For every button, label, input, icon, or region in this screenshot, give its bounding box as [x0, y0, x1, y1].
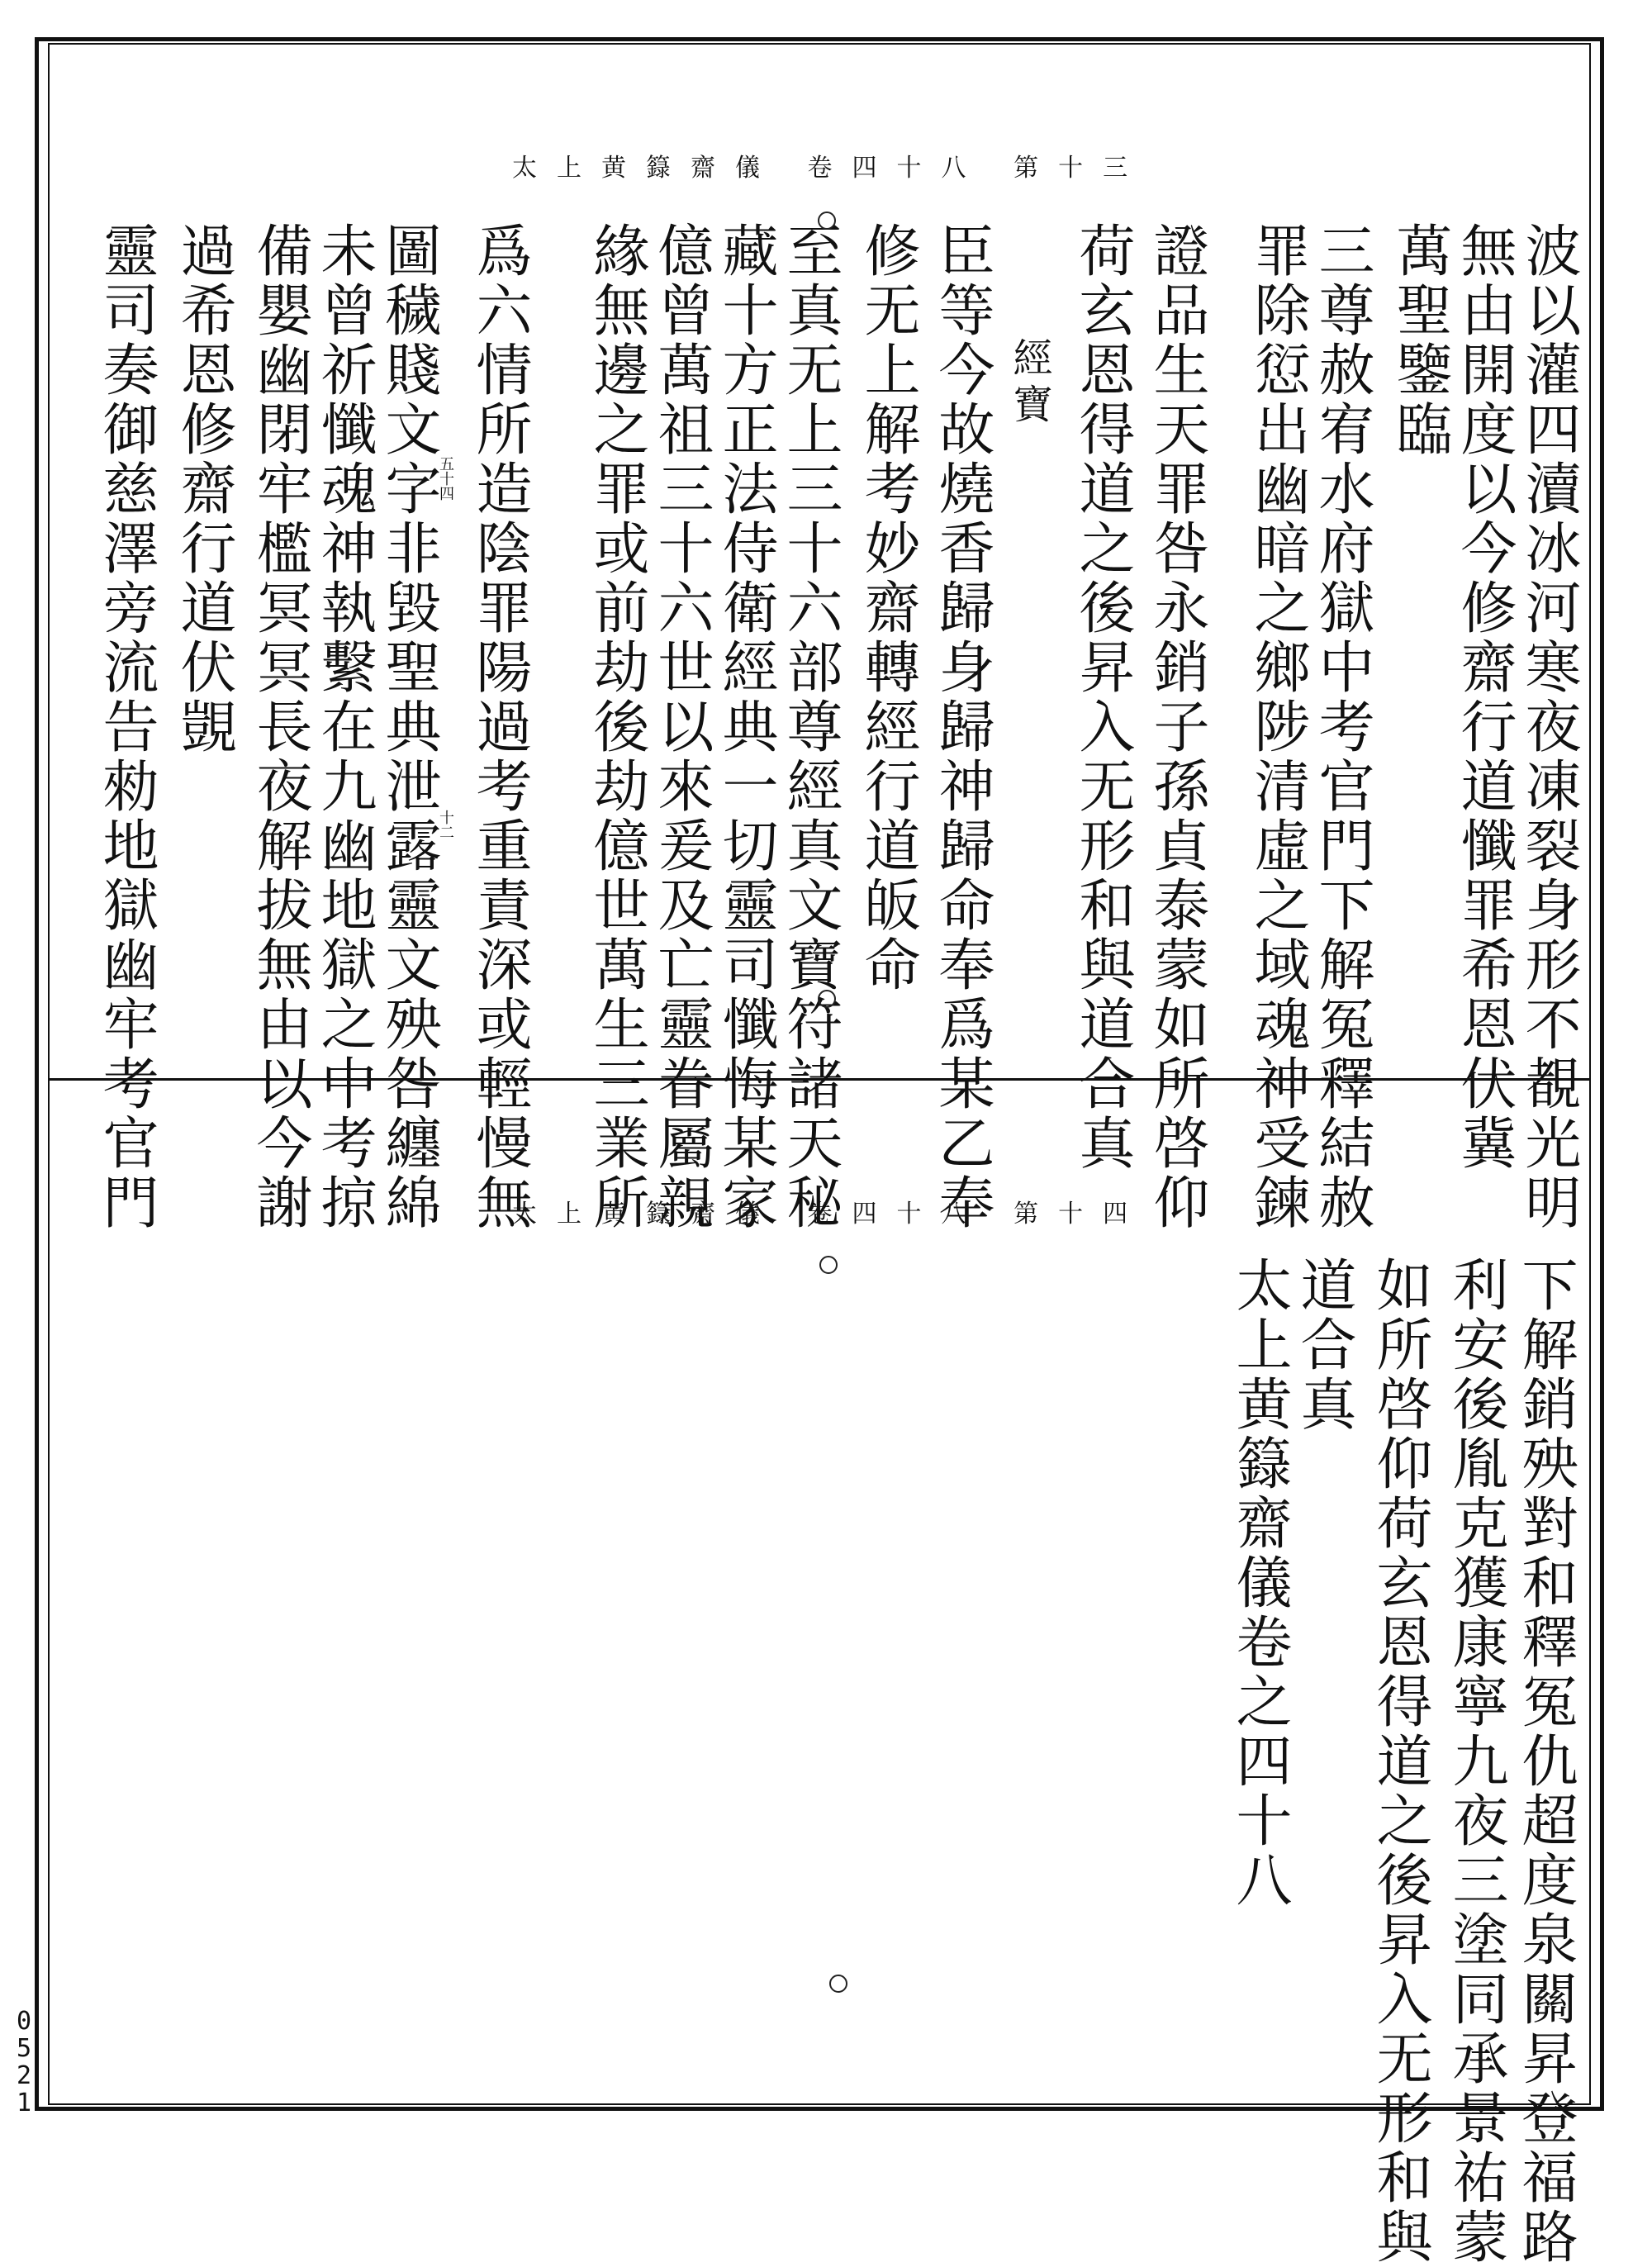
- top-column-1: 波以灌四瀆冰河寒夜凍裂身形不覩光明: [1516, 221, 1581, 1233]
- top-column-12: 藏十方正法侍衛經典一切靈司懺悔某家: [713, 221, 778, 1233]
- top-column-16: 圖穢賤文字非毀聖典泄露靈文殃咎纏綿: [376, 221, 441, 1233]
- top-column-7: 荷玄恩得道之後昇入无形和與道合真: [1070, 221, 1135, 1173]
- top-column-5: 罪除愆出幽暗之鄉陟清虛之域魂神受鍊: [1245, 221, 1310, 1233]
- binding-hole-top-1: [818, 211, 836, 230]
- top-column-8: 經寶: [1006, 337, 1052, 430]
- top-header: 太上黄籙齋儀 卷四十八 第十三: [512, 154, 1148, 183]
- top-column-3: 萬聖鑒臨: [1387, 221, 1452, 459]
- top-column-17: 未曾祈懺魂神執繫在九幽地獄之中考掠: [311, 221, 377, 1233]
- top-column-18: 備嬰幽閉牢檻冥冥長夜解拔無由以今謝: [247, 221, 312, 1233]
- top-column-11: 至真无上三十六部尊經真文寶符諸天秘: [777, 221, 843, 1233]
- binding-hole-top-2: [818, 990, 836, 1008]
- top-column-4: 三尊赦宥水府獄中考官門下解冤釋結赦: [1309, 221, 1374, 1233]
- top-margin-mark: 十二: [437, 810, 454, 839]
- binding-hole-bottom-2: [829, 1975, 847, 1993]
- top-column-2: 無由開度以今修齋行道懺罪希恩伏冀: [1451, 221, 1517, 1173]
- top-column-13: 億曾萬祖三十六世以來爰及亡靈眷屬親: [648, 221, 714, 1233]
- top-column-10: 修无上解考妙齋轉經行道皈命: [855, 221, 920, 995]
- top-column-19: 過希恩修齋行道伏覬: [171, 221, 236, 757]
- bottom-column-5: 太上黄籙齋儀卷之四十八: [1227, 1256, 1292, 1910]
- bottom-column-4: 道合真: [1291, 1256, 1356, 1434]
- binding-hole-bottom-1: [819, 1256, 838, 1274]
- top-column-14: 緣無邊之罪或前劫後劫億世萬生三業所: [584, 221, 649, 1233]
- page-number: 0521: [16, 2007, 32, 2117]
- bottom-column-1: 下解銷殃對和釋冤仇超度泉關昇登福路: [1512, 1256, 1578, 2267]
- bottom-header: 太上黄籙齋儀 卷四十八 第十四: [512, 1200, 1148, 1229]
- bottom-column-2: 利安後胤克獲康寧九夜三塗同承景祐蒙: [1443, 1256, 1508, 2267]
- top-column-20: 靈司奏御慈澤旁流告勑地獄幽牢考官門: [93, 221, 159, 1233]
- top-column-15: 爲六情所造陰罪陽過考重責深或輕慢無: [467, 221, 532, 1233]
- top-margin-note: 五十四: [437, 456, 454, 501]
- top-column-6: 證品生天罪咎永銷子孫貞泰蒙如所啓仰: [1144, 221, 1209, 1233]
- top-column-9: 臣等今故燒香歸身歸神歸命奉爲某乙奉: [929, 221, 995, 1233]
- bottom-column-3: 如所啓仰荷玄恩得道之後昇入无形和與: [1367, 1256, 1432, 2267]
